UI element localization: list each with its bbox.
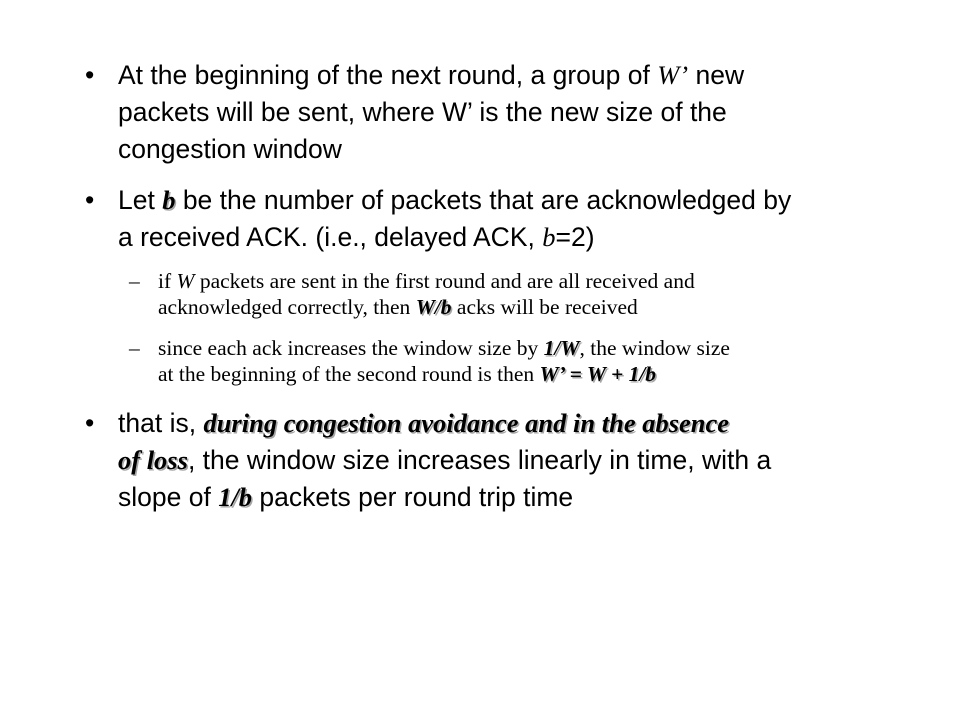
subbullet-1-line-1: if W packets are sent in the first round and are all received and: [158, 269, 695, 293]
variable-w-over-b: W/b: [415, 295, 452, 319]
variable-1-over-w: 1/W: [543, 336, 580, 360]
variable-b: b: [162, 185, 176, 215]
bullet-2-line-1: Let b be the number of packets that are acknowledged by: [118, 185, 792, 215]
subbullet-2: [129, 335, 918, 387]
subbullet-2-line-1: since each ack increases the window size by 1/W, the window size: [158, 336, 730, 360]
bullet-3-line-1: that is, during congestion avoidance and in the absence: [118, 408, 730, 438]
bullet-3: [85, 405, 908, 516]
window-formula: W’ = W + 1/b: [539, 362, 657, 386]
emphasis-congestion-avoidance: during congestion avoidance and in the absence: [203, 408, 730, 438]
variable-w: W: [176, 269, 195, 293]
subbullet-1-line-2: acknowledged correctly, then W/b acks will be received: [158, 295, 638, 319]
bullet-1-line-1: At the beginning of the next round, a group of W’ new: [118, 60, 745, 90]
variable-w-prime: W’: [657, 60, 689, 90]
bullet-3-line-2: of loss, the window size increases linearly in time, with a: [118, 445, 772, 475]
bullet-1-line-3: congestion window: [118, 134, 342, 164]
bullet-marker: •: [85, 60, 95, 90]
subbullet-marker: –: [129, 336, 140, 360]
subbullet-1: [129, 268, 918, 320]
bullet-2: [85, 182, 908, 256]
bullet-2-line-2: a received ACK. (i.e., delayed ACK, b=2): [118, 222, 595, 252]
bullet-3-line-3: slope of 1/b packets per round trip time: [118, 482, 574, 512]
bullet-marker: •: [85, 408, 95, 438]
emphasis-of-loss: of loss: [118, 445, 188, 475]
subbullet-2-line-2: at the beginning of the second round is then W’ = W + 1/b: [158, 362, 657, 386]
variable-1-over-b: 1/b: [218, 482, 253, 512]
subbullet-marker: –: [129, 269, 140, 293]
bullet-1: [85, 57, 908, 168]
bullet-1-line-2: packets will be sent, where W’ is the new size of the: [118, 97, 727, 127]
variable-b-inline: b: [542, 222, 556, 252]
bullet-marker: •: [85, 185, 95, 215]
